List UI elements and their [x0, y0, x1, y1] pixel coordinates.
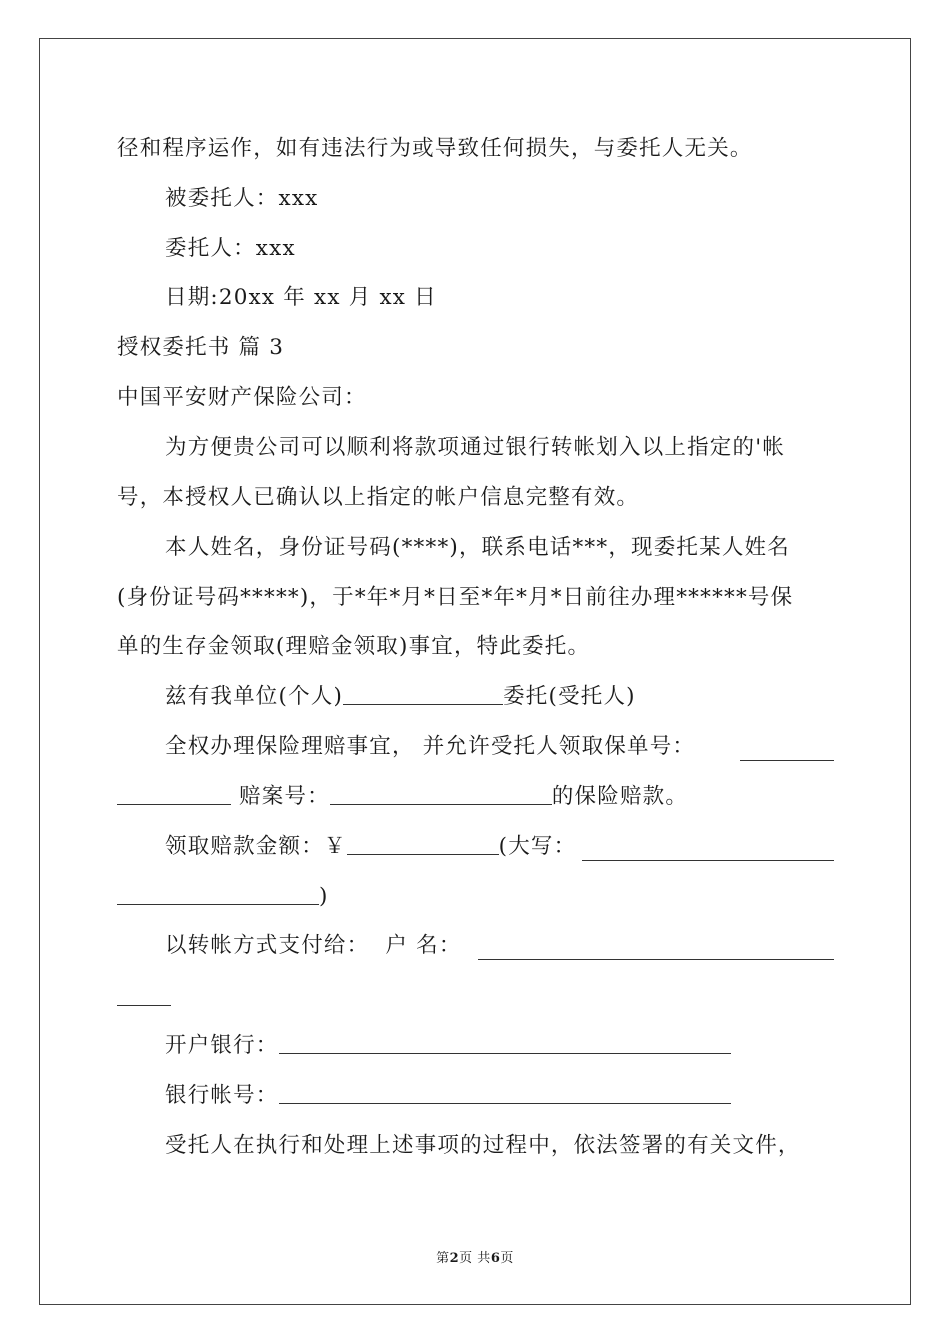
policy-number-blank[interactable] — [740, 738, 834, 761]
footer-suffix: 页 — [500, 1251, 514, 1266]
account-name-blank-cont[interactable] — [117, 983, 171, 1006]
policy-number-blank-cont[interactable] — [117, 782, 231, 805]
entrustee-blank[interactable] — [343, 682, 503, 705]
bank-label: 开户银行： — [165, 1033, 279, 1058]
amount-caps-blank-cont[interactable] — [117, 882, 319, 905]
footer-prefix: 第 — [436, 1251, 450, 1266]
claim-line — [117, 782, 688, 812]
text-line: 号，本授权人已确认以上指定的帐户信息完整有效。 — [117, 485, 640, 510]
footer-mid: 页 共 — [459, 1251, 491, 1266]
amount-label: 领取赔款金额：￥ — [165, 834, 347, 859]
text-line: 单的生存金领取(理赔金领取)事宜，特此委托。 — [117, 634, 591, 659]
entrust-label: 兹有我单位(个人) — [165, 684, 344, 709]
payment-label: 以转帐方式支付给： — [165, 933, 370, 958]
close-paren: ) — [319, 884, 329, 909]
account-name-blank[interactable] — [478, 937, 834, 960]
claim-suffix: 的保险赔款。 — [551, 784, 689, 809]
amount-line — [165, 832, 576, 862]
trustee-line: 被委托人：xxx — [165, 186, 319, 211]
total-pages: 6 — [490, 1251, 501, 1266]
policy-line — [165, 732, 695, 762]
policy-label: 全权办理保险理赔事宜， 并允许受托人领取保单号： — [165, 734, 696, 759]
date-line: 日期:20xx 年 xx 月 xx 日 — [165, 285, 437, 310]
bank-account-line — [165, 1081, 731, 1111]
claim-label: 赔案号： — [239, 784, 330, 809]
page-number: 2 — [449, 1251, 460, 1266]
amount-caps-label: (大写： — [498, 834, 577, 859]
text-line: (身份证号码*****)，于*年*月*日至*年*月*日前往办理******号保 — [117, 585, 794, 610]
principal-line: 委托人：xxx — [165, 236, 296, 261]
amount-caps-blank[interactable] — [582, 838, 834, 861]
bank-blank[interactable] — [279, 1031, 731, 1054]
entrust-line — [165, 682, 636, 712]
entrust-suffix: 委托(受托人) — [503, 684, 636, 709]
text-line: 径和程序运作，如有违法行为或导致任何损失，与委托人无关。 — [117, 136, 753, 161]
page-border — [39, 38, 911, 1305]
bank-line — [165, 1031, 731, 1061]
amount-blank[interactable] — [347, 832, 499, 855]
text-line: 本人姓名，身份证号码(****)，联系电话***，现委托某人姓名 — [165, 535, 790, 560]
page-footer — [0, 1247, 950, 1266]
addressee: 中国平安财产保险公司： — [117, 385, 367, 410]
payment-line — [165, 931, 462, 961]
section-heading: 授权委托书 篇 3 — [117, 335, 285, 360]
account-name-label: 户 名： — [385, 933, 462, 958]
claim-number-blank[interactable] — [330, 782, 552, 805]
bank-account-blank[interactable] — [279, 1081, 731, 1104]
text-line: 为方便贵公司可以顺利将款项通过银行转帐划入以上指定的'帐 — [165, 435, 786, 460]
text-line: 受托人在执行和处理上述事项的过程中，依法签署的有关文件， — [165, 1133, 801, 1158]
bank-account-label: 银行帐号： — [165, 1083, 279, 1108]
amount-caps-line — [117, 882, 329, 912]
